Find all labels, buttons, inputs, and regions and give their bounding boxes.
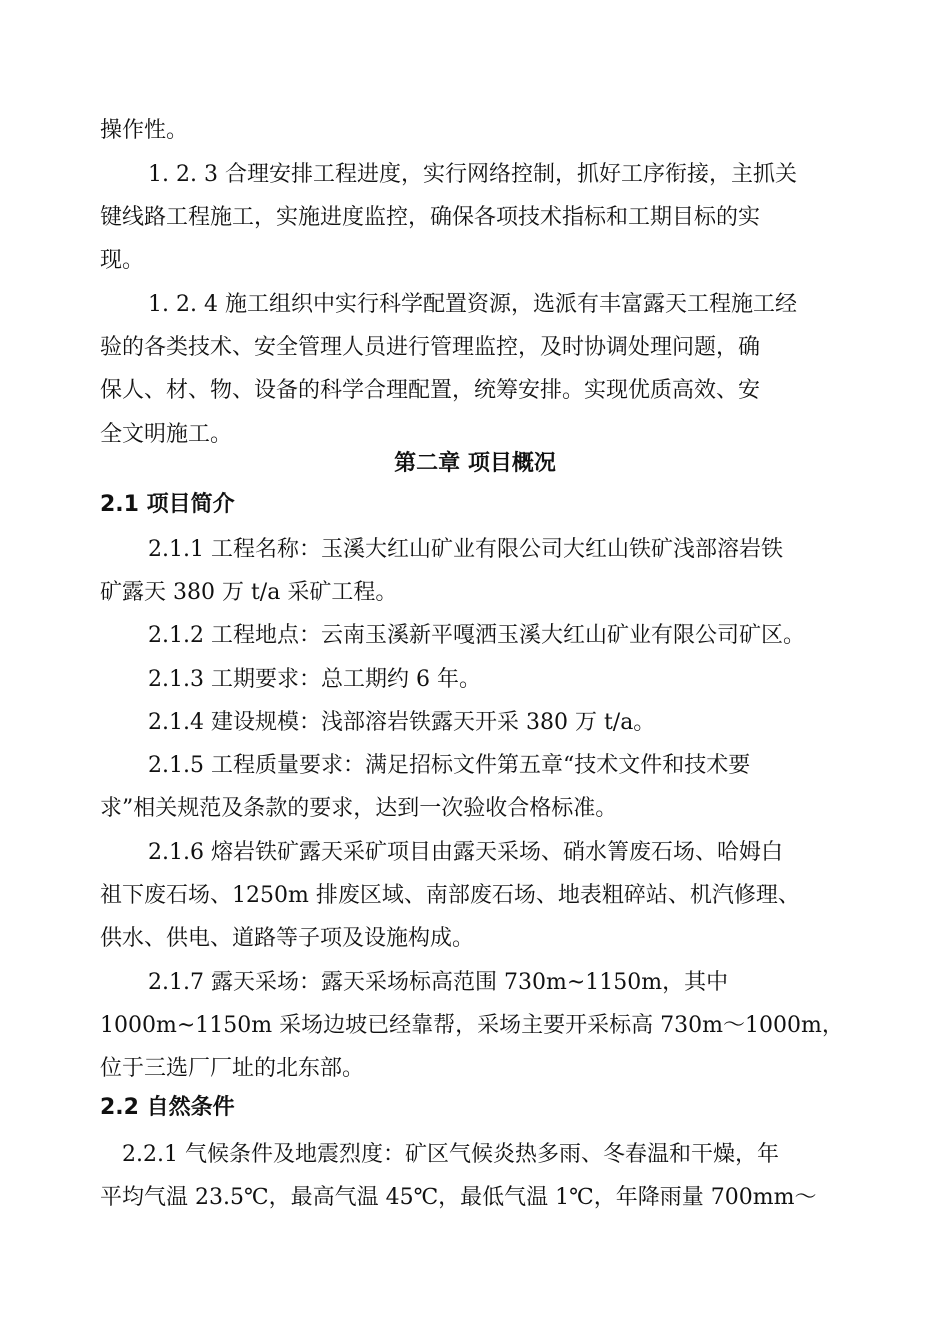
text-line: 验的各类技术、安全管理人员进行管理监控，及时协调处理问题，确: [100, 335, 761, 360]
text-line: 位于三选厂厂址的北东部。: [100, 1056, 365, 1081]
text-line: 2.2.1 气候条件及地震烈度：矿区气候炎热多雨、冬春温和干燥，年: [122, 1142, 779, 1167]
text-line: 2.1.2 工程地点：云南玉溪新平嘎洒玉溪大红山矿业有限公司矿区。: [148, 623, 805, 648]
text-line: 2.1.7 露天采场：露天采场标高范围 730m~1150m，其中: [148, 970, 729, 995]
section-heading: 2.2 自然条件: [100, 1095, 235, 1120]
text-line: 现。: [100, 248, 145, 273]
text-line: 供水、供电、道路等子项及设施构成。: [100, 926, 475, 951]
text-line: 1. 2. 3 合理安排工程进度，实行网络控制，抓好工序衔接，主抓关: [148, 162, 797, 187]
text-line: 矿露天 380 万 t/a 采矿工程。: [100, 580, 398, 605]
text-line: 2.1.4 建设规模：浅部溶岩铁露天开采 380 万 t/a。: [148, 710, 656, 735]
chapter-title: 第二章 项目概况: [394, 451, 556, 476]
text-line: 1. 2. 4 施工组织中实行科学配置资源，选派有丰富露天工程施工经: [148, 292, 797, 317]
text-line: 键线路工程施工，实施进度监控，确保各项技术指标和工期目标的实: [100, 205, 761, 230]
text-line: 保人、材、物、设备的科学合理配置，统筹安排。实现优质高效、安: [100, 378, 761, 403]
text-line: 2.1.5 工程质量要求：满足招标文件第五章“技术文件和技术要: [148, 753, 751, 778]
text-line: 2.1.1 工程名称：玉溪大红山矿业有限公司大红山铁矿浅部溶岩铁: [148, 537, 783, 562]
text-line: 2.1.3 工期要求：总工期约 6 年。: [148, 667, 481, 692]
text-line: 全文明施工。: [100, 422, 233, 447]
section-heading: 2.1 项目简介: [100, 492, 235, 517]
text-line: 平均气温 23.5℃，最高气温 45℃，最低气温 1℃，年降雨量 700mm～: [100, 1185, 817, 1210]
text-line: 祖下废石场、1250m 排废区域、南部废石场、地表粗碎站、机汽修理、: [100, 883, 800, 908]
text-line: 2.1.6 熔岩铁矿露天采矿项目由露天采场、硝水箐废石场、哈姆白: [148, 840, 783, 865]
text-line: 操作性。: [100, 118, 189, 143]
text-line: 1000m~1150m 采场边坡已经靠帮，采场主要开采标高 730m～1000m，: [100, 1013, 844, 1038]
text-line: 求”相关规范及条款的要求，达到一次验收合格标准。: [100, 796, 618, 821]
